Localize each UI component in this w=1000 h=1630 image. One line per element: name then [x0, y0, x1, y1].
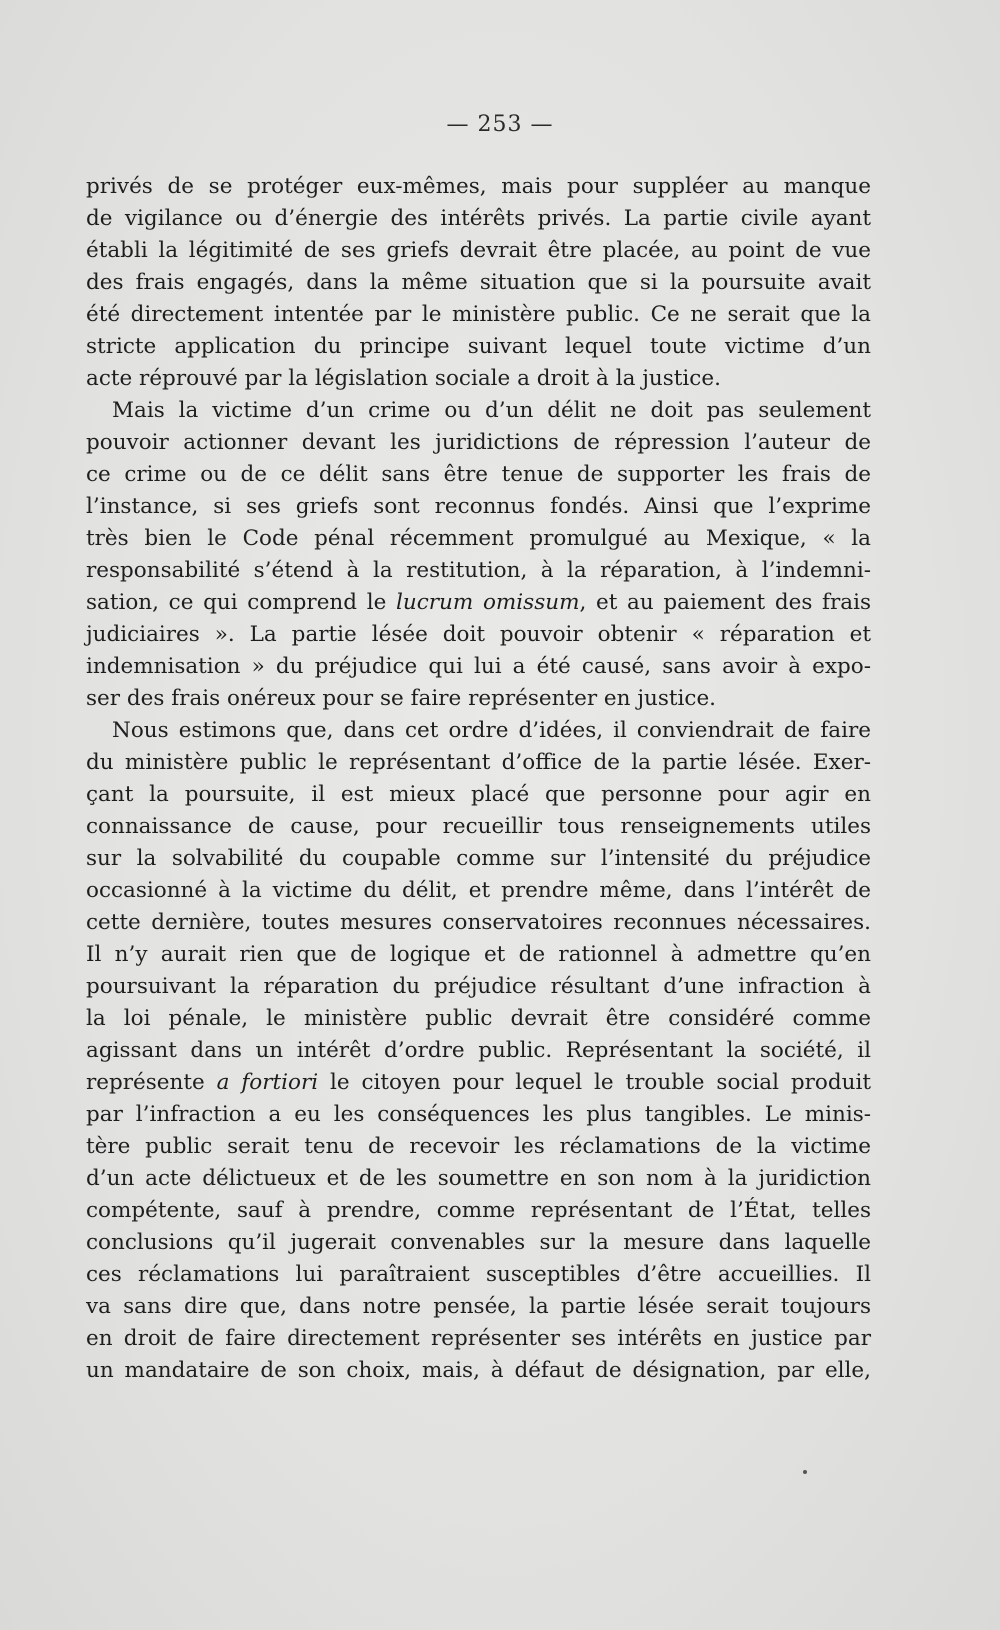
- text-line: judiciaires ». La partie lésée doit pouvoir obtenir « réparation et: [86, 622, 871, 647]
- text-line: occasionné à la victime du délit, et prendre même, dans l’intérêt de: [86, 878, 871, 903]
- body-text: [86, 171, 871, 1387]
- text-line: des frais engagés, dans la même situation que si la poursuite avait: [86, 270, 871, 295]
- text-line: [86, 1067, 871, 1099]
- text-line: très bien le Code pénal récemment promulgué au Mexique, « la: [86, 526, 871, 551]
- text-line: pouvoir actionner devant les juridictions de répression l’auteur de: [86, 430, 871, 455]
- text-line: l’instance, si ses griefs sont reconnus fondés. Ainsi que l’exprime: [86, 494, 871, 519]
- text-line: çant la poursuite, il est mieux placé que personne pour agir en: [86, 782, 871, 807]
- text-segment: sation, ce qui comprend le: [86, 590, 396, 615]
- text-line: Mais la victime d’un crime ou d’un délit ne doit pas seulement: [112, 398, 871, 423]
- italic-phrase: a fortiori: [216, 1070, 319, 1095]
- text-line: Nous estimons que, dans cet ordre d’idées, il conviendrait de faire: [112, 718, 871, 743]
- text-line: ser des frais onéreux pour se faire représenter en justice.: [86, 686, 716, 711]
- page-number: — 253 —: [446, 112, 554, 137]
- text-line: poursuivant la réparation du préjudice résultant d’une infraction à: [86, 974, 871, 999]
- text-line: de vigilance ou d’énergie des intérêts privés. La partie civile ayant: [86, 206, 871, 231]
- text-line: indemnisation » du préjudice qui lui a été causé, sans avoir à expo-: [86, 654, 871, 679]
- text-line: privés de se protéger eux-mêmes, mais pour suppléer au manque: [86, 174, 871, 199]
- text-line: agissant dans un intérêt d’ordre public. Représentant la société, il: [86, 1038, 871, 1063]
- text-line: du ministère public le représentant d’office de la partie lésée. Exer-: [86, 750, 871, 775]
- text-line: cette dernière, toutes mesures conservatoires reconnues nécessaires.: [86, 910, 871, 935]
- text-line: compétente, sauf à prendre, comme représentant de l’État, telles: [86, 1198, 871, 1223]
- text-line: par l’infraction a eu les conséquences les plus tangibles. Le minis-: [86, 1102, 871, 1127]
- text-line: d’un acte délictueux et de les soumettre en son nom à la juridiction: [86, 1166, 871, 1191]
- text-segment: , et au paiement des frais: [579, 590, 871, 615]
- text-line: [86, 587, 871, 619]
- text-line: acte réprouvé par la législation sociale a droit à la justice.: [86, 366, 721, 391]
- text-line: en droit de faire directement représenter ses intérêts en justice par: [86, 1326, 871, 1351]
- text-line: un mandataire de son choix, mais, à défaut de désignation, par elle,: [86, 1358, 871, 1383]
- text-line: Il n’y aurait rien que de logique et de rationnel à admettre qu’en: [86, 942, 871, 967]
- ink-speck: [803, 1470, 807, 1474]
- text-line: ce crime ou de ce délit sans être tenue de supporter les frais de: [86, 462, 871, 487]
- text-line: stricte application du principe suivant lequel toute victime d’un: [86, 334, 871, 359]
- text-line: conclusions qu’il jugerait convenables sur la mesure dans laquelle: [86, 1230, 871, 1255]
- text-line: ces réclamations lui paraîtraient susceptibles d’être accueillies. Il: [86, 1262, 871, 1287]
- text-line: établi la légitimité de ses griefs devrait être placée, au point de vue: [86, 238, 871, 263]
- text-line: responsabilité s’étend à la restitution, à la réparation, à l’indemni-: [86, 558, 871, 583]
- text-line: va sans dire que, dans notre pensée, la partie lésée serait toujours: [86, 1294, 871, 1319]
- text-line: connaissance de cause, pour recueillir tous renseignements utiles: [86, 814, 871, 839]
- text-line: tère public serait tenu de recevoir les réclamations de la victime: [86, 1134, 871, 1159]
- text-segment: représente: [86, 1070, 217, 1095]
- text-line: sur la solvabilité du coupable comme sur l’intensité du préjudice: [86, 846, 871, 871]
- text-line: la loi pénale, le ministère public devrait être considéré comme: [86, 1006, 871, 1031]
- text-line: été directement intentée par le ministère public. Ce ne serait que la: [86, 302, 871, 327]
- italic-phrase: lucrum omissum: [396, 590, 580, 615]
- text-segment: le citoyen pour lequel le trouble social produit: [318, 1070, 871, 1095]
